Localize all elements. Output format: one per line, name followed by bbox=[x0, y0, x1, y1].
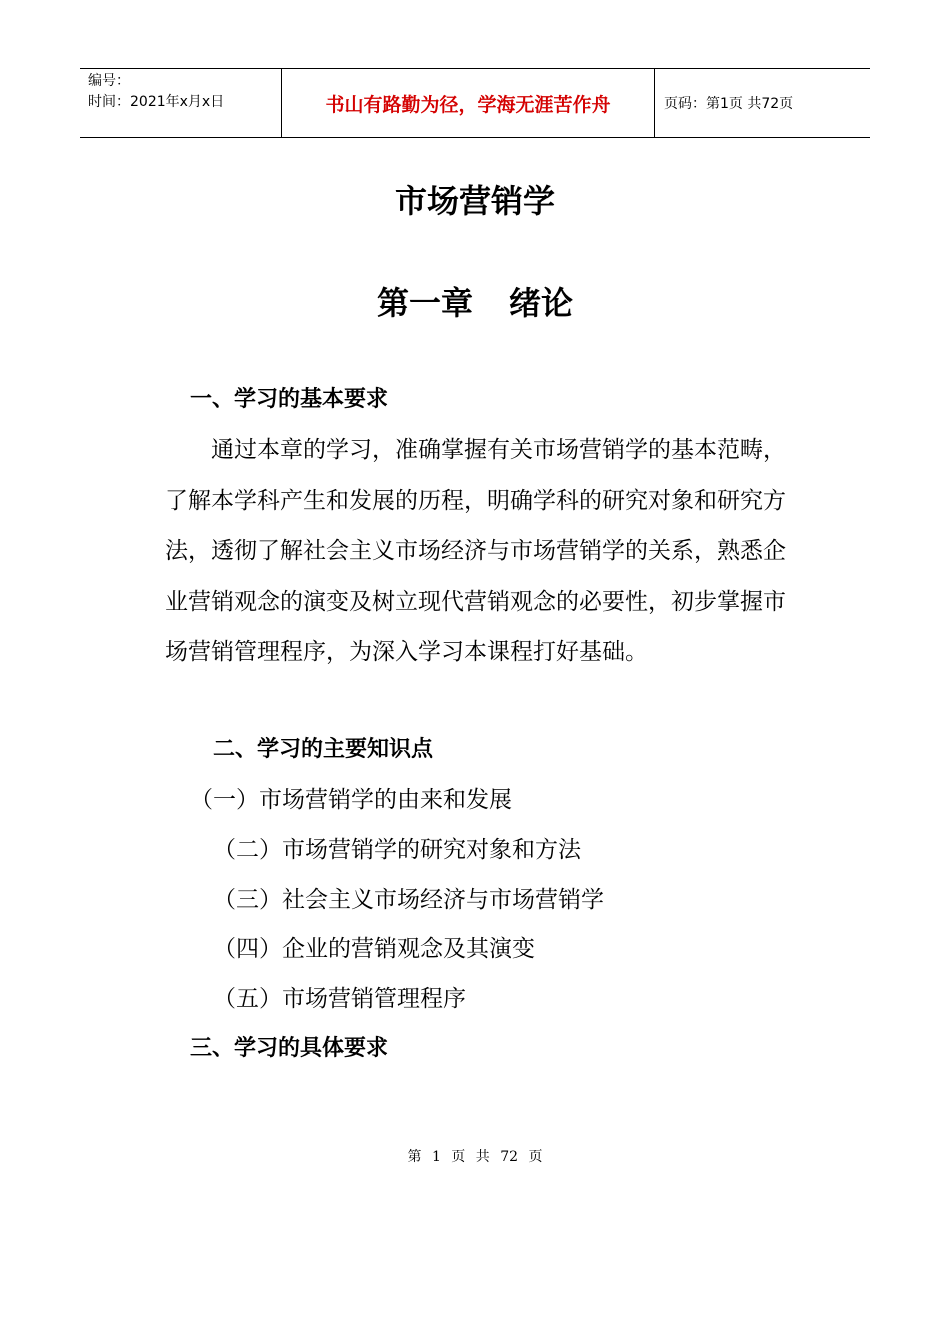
header-left-cell bbox=[80, 69, 280, 137]
section-3-heading: 三、学习的具体要求 bbox=[190, 1036, 389, 1061]
number-label: 编号： bbox=[88, 73, 130, 89]
knowledge-item-2: （二）市场营销学的研究对象和方法 bbox=[213, 837, 581, 863]
header-table bbox=[80, 68, 870, 138]
header-page-info: 页码：第1页 共72页 bbox=[664, 96, 794, 112]
knowledge-item-4: （四）企业的营销观念及其演变 bbox=[213, 936, 535, 962]
section-1-body: 通过本章的学习，准确掌握有关市场营销学的基本范畴，了解本学科产生和发展的历程，明确学科的研究对象和研究方法，透彻了解社会主义市场经济与市场营销学的关系，熟悉企业营销观念的演变及树立现代营销观念的必要性，初步掌握市场营销管理程序，为深入学习本课程打好基础。 bbox=[165, 437, 786, 665]
time-label: 时间：2021年x月x日 bbox=[88, 94, 225, 110]
section-1-heading: 一、学习的基本要求 bbox=[190, 387, 389, 412]
document-title: 市场营销学 bbox=[394, 182, 555, 220]
chapter-number: 第一章 bbox=[376, 284, 473, 322]
chapter-title bbox=[0, 278, 950, 324]
chapter-name: 绪论 bbox=[509, 284, 574, 322]
knowledge-item-5: （五）市场营销管理程序 bbox=[213, 986, 466, 1012]
page-footer: 第 1 页 共 72 页 bbox=[407, 1149, 543, 1165]
knowledge-item-1: （一）市场营销学的由来和发展 bbox=[190, 787, 512, 813]
header-motto: 书山有路勤为径，学海无涯苦作舟 bbox=[281, 69, 655, 137]
section-2-heading: 二、学习的主要知识点 bbox=[213, 737, 434, 762]
knowledge-item-3: （三）社会主义市场经济与市场营销学 bbox=[213, 887, 604, 913]
